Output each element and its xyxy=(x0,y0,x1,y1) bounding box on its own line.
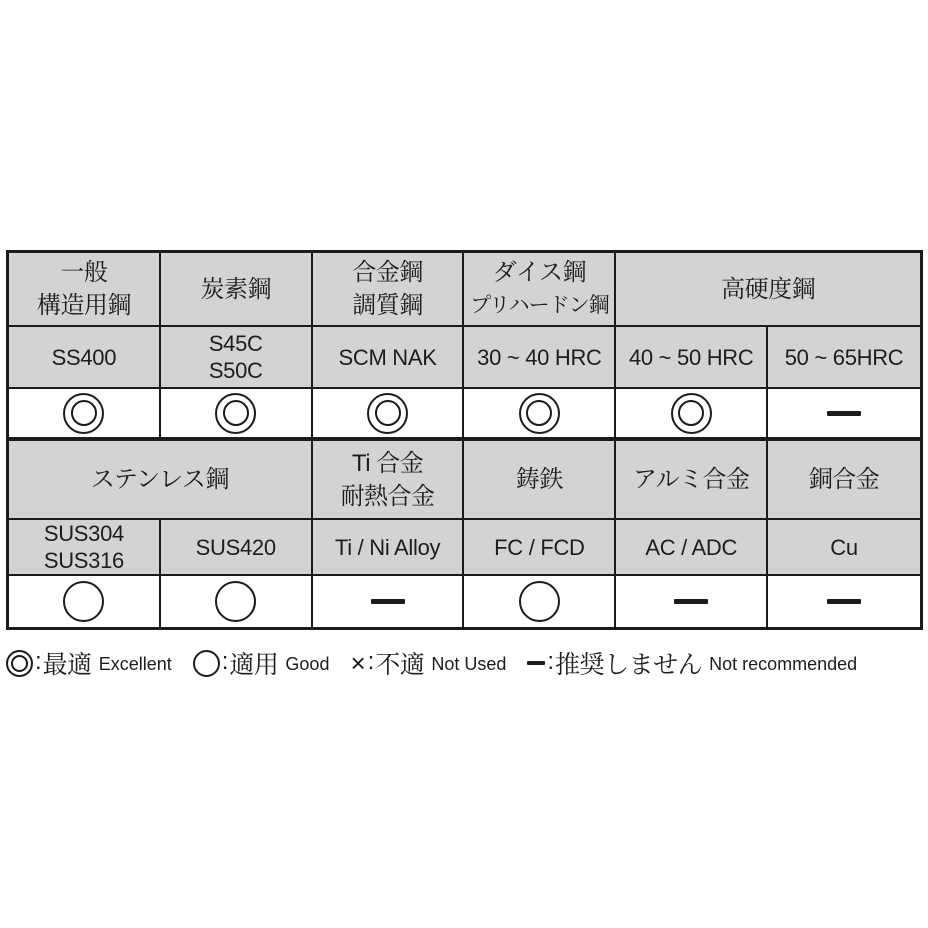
material-compatibility-table xyxy=(6,250,923,630)
header-carbon-steel xyxy=(161,253,313,327)
header-line: ダイス鋼 xyxy=(492,259,587,286)
header-line: 一般 xyxy=(60,259,108,286)
good-icon xyxy=(519,581,560,622)
legend-colon: : xyxy=(221,648,229,675)
legend-item-not-used xyxy=(350,645,506,681)
legend-label-en: Not recommended xyxy=(709,653,858,674)
dash-icon xyxy=(827,411,861,416)
rating-cell xyxy=(161,576,313,627)
header-die-steel xyxy=(464,253,616,327)
dash-icon xyxy=(371,599,405,604)
rating-cell xyxy=(161,389,313,441)
spec-fc-fcd xyxy=(464,520,616,576)
spec-line: Ti / Ni Alloy xyxy=(334,534,441,560)
excellent-icon xyxy=(367,393,408,434)
spec-30-40-hrc xyxy=(464,327,616,389)
spec-ss400 xyxy=(9,327,161,389)
rating-cell xyxy=(616,576,768,627)
header-alloy-steel xyxy=(313,253,465,327)
rating-cell xyxy=(768,576,920,627)
excellent-icon xyxy=(63,393,104,434)
spec-50-65-hrc xyxy=(768,327,920,389)
spec-sus304-316 xyxy=(9,520,161,576)
spec-line: SS400 xyxy=(51,344,117,370)
legend-item-excellent xyxy=(6,645,172,681)
good-icon xyxy=(193,650,220,677)
spec-line: 30 ~ 40 HRC xyxy=(477,344,602,370)
legend-label-jp: 不適 xyxy=(375,651,425,679)
excellent-icon xyxy=(519,393,560,434)
spec-cu xyxy=(768,520,920,576)
spec-line: AC / ADC xyxy=(645,534,738,560)
spec-line: S50C xyxy=(208,358,263,383)
legend-label-en: Excellent xyxy=(98,653,172,674)
header-line: 調質鋼 xyxy=(352,292,423,319)
spec-line: S45C xyxy=(208,331,263,356)
header-line: プリハードン鋼 xyxy=(470,294,609,317)
x-mark-icon: × xyxy=(350,648,366,678)
spec-scm-nak xyxy=(313,327,465,389)
legend-item-good xyxy=(193,645,330,681)
header-line: アルミ合金 xyxy=(632,466,750,493)
header-stainless-steel xyxy=(9,441,313,520)
header-line: 構造用鋼 xyxy=(36,292,131,319)
header-line: 高硬度鋼 xyxy=(721,275,816,303)
spec-sus420 xyxy=(161,520,313,576)
good-icon xyxy=(63,581,104,622)
legend xyxy=(6,644,922,682)
header-general-structural-steel xyxy=(9,253,161,327)
spec-s45c-s50c xyxy=(161,327,313,389)
spec-line: FC / FCD xyxy=(494,534,585,560)
spec-line: SUS420 xyxy=(195,534,276,560)
spec-line: Cu xyxy=(830,534,858,560)
legend-label-en: Good xyxy=(285,653,330,674)
legend-colon: : xyxy=(547,648,555,675)
header-ti-heat-resistant-alloy xyxy=(313,441,465,520)
header-copper-alloy xyxy=(768,441,920,520)
excellent-icon xyxy=(671,393,712,434)
legend-colon: : xyxy=(35,648,42,675)
rating-cell xyxy=(9,576,161,627)
spec-line: SUS316 xyxy=(43,548,124,573)
spec-ac-adc xyxy=(616,520,768,576)
header-line: Ti 合金 xyxy=(351,449,424,477)
legend-label-jp: 推奨しません xyxy=(555,651,703,679)
header-line: 耐熱合金 xyxy=(340,482,435,510)
rating-cell xyxy=(464,576,616,627)
excellent-icon xyxy=(6,650,33,677)
header-line: 鋳鉄 xyxy=(515,466,563,493)
good-icon xyxy=(215,581,256,622)
spec-line: 50 ~ 65HRC xyxy=(784,344,904,370)
rating-cell xyxy=(9,389,161,441)
header-line: 銅合金 xyxy=(808,466,880,493)
header-line: 合金鋼 xyxy=(352,259,423,286)
legend-item-not-recommended xyxy=(527,645,857,681)
spec-40-50-hrc xyxy=(616,327,768,389)
legend-colon: : xyxy=(367,648,375,675)
rating-cell xyxy=(616,389,768,441)
header-aluminum-alloy xyxy=(616,441,768,520)
spec-ti-ni-alloy xyxy=(313,520,465,576)
rating-cell xyxy=(768,389,920,441)
rating-cell xyxy=(464,389,616,441)
dash-icon xyxy=(827,599,861,604)
dash-icon xyxy=(527,661,545,665)
excellent-icon xyxy=(215,393,256,434)
header-line: ステンレス鋼 xyxy=(90,466,229,493)
legend-label-jp: 最適 xyxy=(42,651,92,679)
header-cast-iron xyxy=(464,441,616,520)
dash-icon xyxy=(674,599,708,604)
spec-line: SCM NAK xyxy=(338,344,437,370)
header-high-hardness-steel xyxy=(616,253,920,327)
header-line: 炭素鋼 xyxy=(200,275,271,303)
spec-line: SUS304 xyxy=(43,521,124,546)
legend-label-jp: 適用 xyxy=(229,651,279,679)
rating-cell xyxy=(313,389,465,441)
spec-line: 40 ~ 50 HRC xyxy=(628,344,754,370)
rating-cell xyxy=(313,576,465,627)
legend-label-en: Not Used xyxy=(431,653,507,674)
